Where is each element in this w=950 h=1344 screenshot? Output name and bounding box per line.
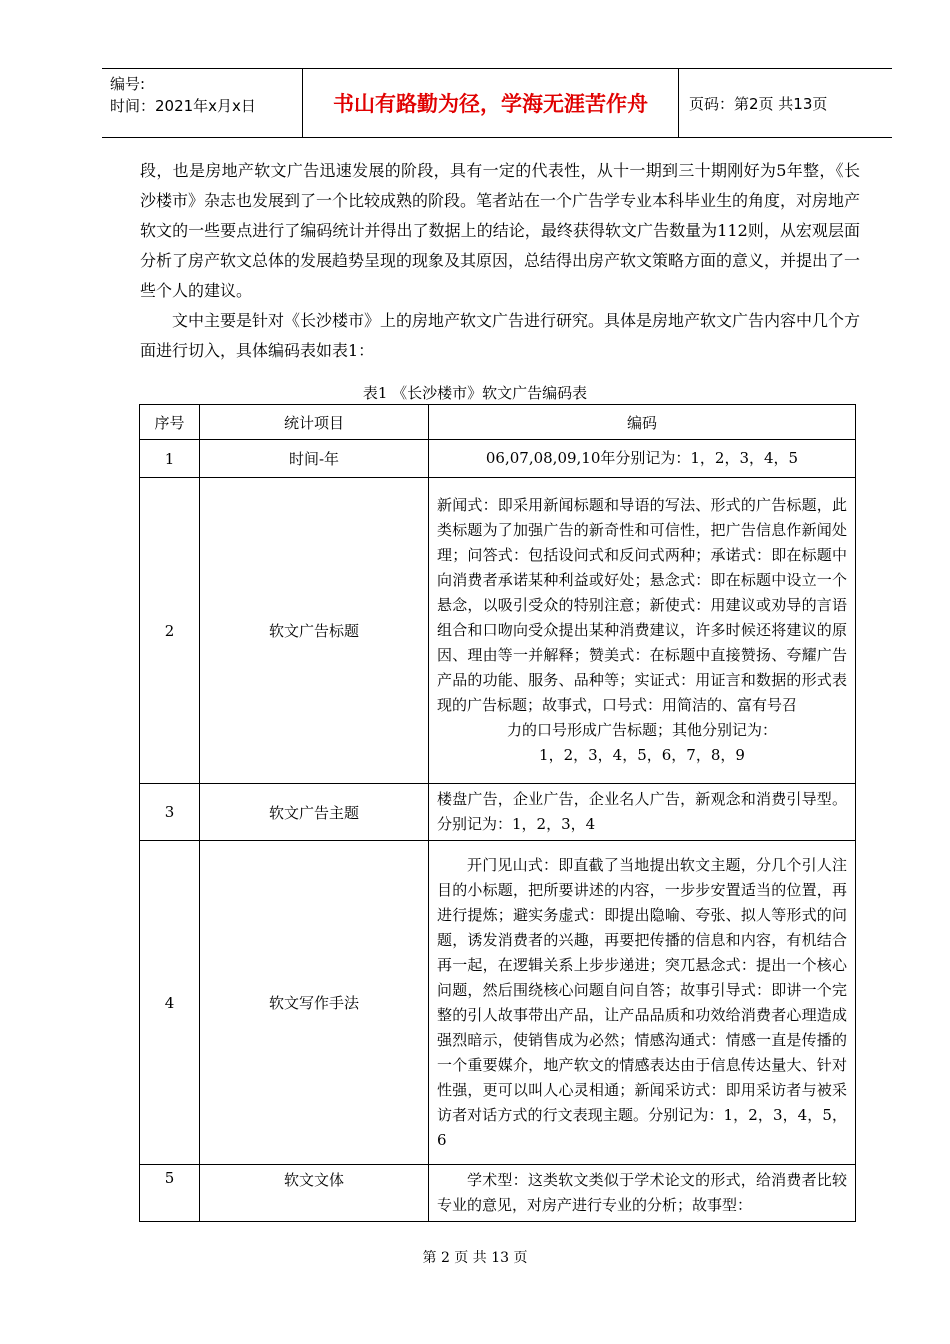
table-row (140, 478, 856, 784)
time-label: 时间：2021年x月x日 (110, 97, 256, 115)
table-caption: 表1 《长沙楼市》软文广告编码表 (362, 384, 588, 402)
row-item: 软文文体 (200, 1165, 429, 1222)
row-item: 软文写作手法 (200, 841, 429, 1165)
paragraph: 段，也是房地产软文广告迅速发展的阶段，具有一定的代表性，从十一期到三十期刚好为5年整，《长沙楼市》杂志也发展到了一个比较成熟的阶段。笔者站在一个广告学专业本科毕业生的角度，对房地产软文的一些要点进行了编码统计并得出了数据上的结论，最终获得软文广告数量为112则，从宏观层面分析了房产软文总体的发展趋势呈现的现象及其原因，总结得出房产软文策略方面的意义，并提出了一些个人的建议。 (140, 161, 861, 300)
row-number: 2 (140, 478, 200, 784)
header-meta (102, 69, 303, 137)
row-code: 06,07,08,09,10年分别记为：1，2，3，4，5 (429, 440, 856, 478)
table-row (140, 440, 856, 478)
header-cell: 编码 (429, 405, 856, 440)
row-item: 时间-年 (200, 440, 429, 478)
table-header-row (140, 405, 856, 440)
row-number: 4 (140, 841, 200, 1165)
row-code: 楼盘广告，企业广告，企业名人广告，新观念和消费引导型。分别记为：1，2，3，4 (429, 784, 856, 841)
row-code (429, 841, 856, 1165)
row-number: 5 (140, 1165, 200, 1222)
row-code (429, 478, 856, 784)
header-cell: 序号 (140, 405, 200, 440)
page-header (102, 68, 892, 138)
row-number: 1 (140, 440, 200, 478)
code-text: 新闻式：即采用新闻标题和导语的写法、形式的广告标题，此类标题为了加强广告的新奇性和可信性，把广告信息作新闻处理；问答式：包括设问式和反问式两种；承诺式：即在标题中向消费者承诺某种利益或好处；悬念式：即在标题中设立一个悬念，以吸引受众的特别注意；新使式：用建议或劝导的言语组合和口吻向受众提出某种消费建议，许多时候还将建议的原因、理由等一并解释；赞美式：在标题中直接赞扬、夸耀广告产品的功能、服务、品种等；实证式：用证言和数据的形式表现的广告标题；故事式，口号式：用简洁的、富有号召 (437, 496, 847, 714)
code-text: 力的口号形成广告标题；其他分别记为： (506, 721, 777, 739)
page-footer: 第 2 页 共 13 页 (422, 1250, 528, 1266)
table-row (140, 784, 856, 841)
header-page-info: 页码：第2页 共13页 (689, 94, 828, 113)
code-values: 1，2，3，4，5，6，7，8，9 (539, 746, 745, 764)
body-text (140, 156, 860, 366)
coding-table (139, 404, 856, 1222)
code-text: 学术型：这类软文类似于学术论文的形式，给消费者比较专业的意见，对房产进行专业的分析；故事型： (437, 1171, 847, 1214)
row-number: 3 (140, 784, 200, 841)
row-item: 软文广告标题 (200, 478, 429, 784)
row-item: 软文广告主题 (200, 784, 429, 841)
row-code (429, 1165, 856, 1222)
number-label: 编号: (110, 75, 146, 93)
table-row (140, 1165, 856, 1222)
paragraph: 文中主要是针对《长沙楼市》上的房地产软文广告进行研究。具体是房地产软文广告内容中几个方面进行切入，具体编码表如表1： (140, 311, 861, 360)
header-cell: 统计项目 (200, 405, 429, 440)
table-row (140, 841, 856, 1165)
header-motto: 书山有路勤为径，学海无涯苦作舟 (303, 69, 679, 137)
code-text: 开门见山式：即直截了当地提出软文主题，分几个引人注目的小标题，把所要讲述的内容，一步步安置适当的位置，再进行提炼；避实务虚式：即提出隐喻、夸张、拟人等形式的问题，诱发消费者的兴趣，再要把传播的信息和内容，有机结合再一起，在逻辑关系上步步递进；突兀悬念式：提出一个核心问题，然后围绕核心问题自问自答；故事引导式：即讲一个完整的引人故事带出产品，让产品品质和功效给消费者心理造成强烈暗示，使销售成为必然；情感沟通式：情感一直是传播的一个重要媒介，地产软文的情感表达由于信息传达量大、针对性强，更可以叫人心灵相通；新闻采访式：即用采访者与被采访者对话方式的行文表现主题。分别记为：1，2，3，4，5，6 (437, 855, 847, 1149)
